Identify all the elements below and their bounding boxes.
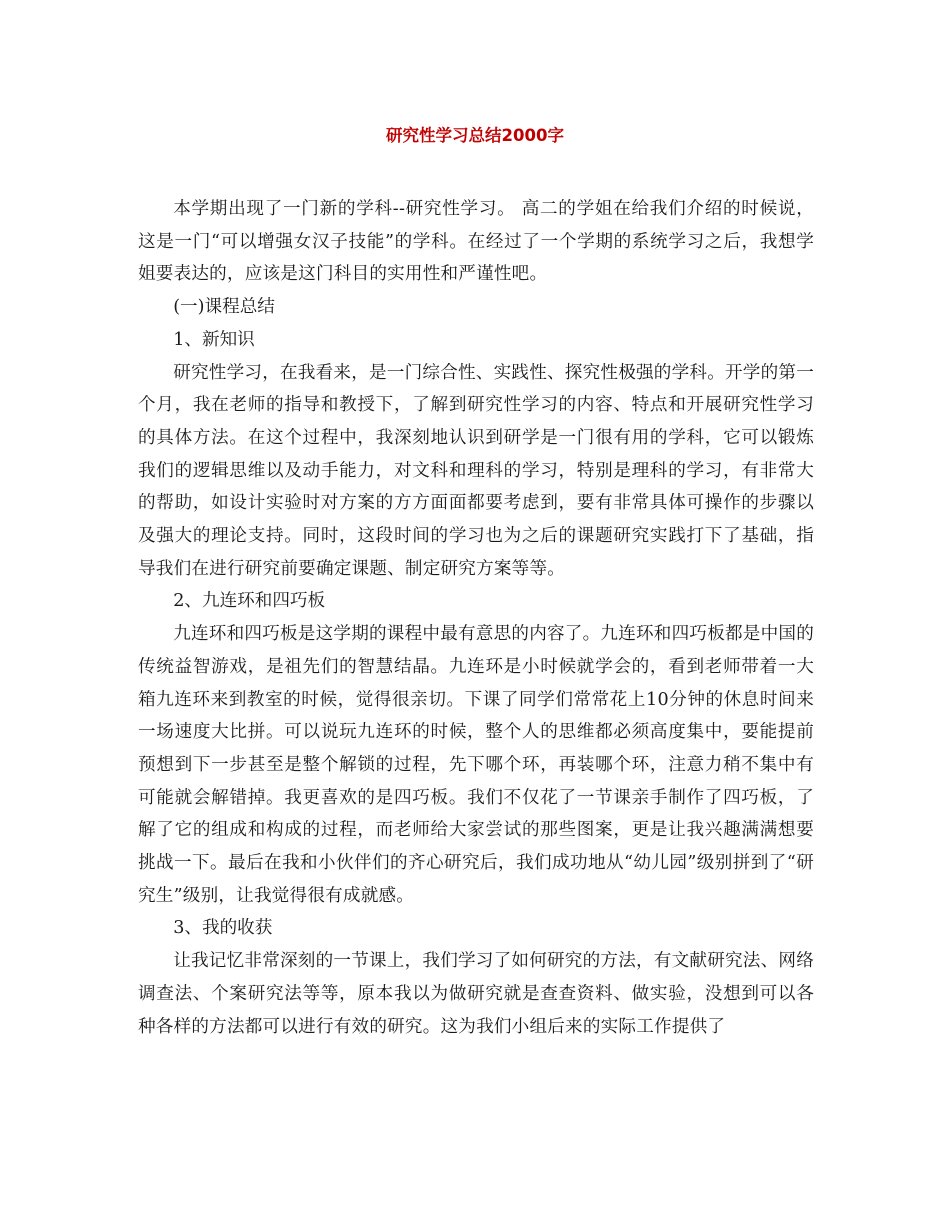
subsection-heading-gains: 3、我的收获	[173, 918, 273, 939]
subsection-heading-puzzles: 2、九连环和四巧板	[173, 591, 326, 612]
paragraph-intro: 本学期出现了一门新的学科--研究性学习。 高二的学姐在给我们介绍的时候说，这是一门“可以增强女汉子技能”的学科。在经过了一个学期的系统学习之后，我想学姐要表达的，应该是这门科目的实用性和严谨性吧。	[138, 199, 814, 285]
document-title: 研究性学习总结2000字	[386, 126, 564, 145]
section-heading-course-summary: (一)课程总结	[173, 297, 275, 318]
subsection-heading-new-knowledge: 1、新知识	[173, 329, 255, 350]
paragraph-puzzles: 九连环和四巧板是这学期的课程中最有意思的内容了。九连环和四巧板都是中国的传统益智游戏，是祖先们的智慧结晶。九连环是小时候就学会的，看到老师带着一大箱九连环来到教室的时候，觉得很亲切。下课了同学们常常花上10分钟的休息时间来一场速度大比拼。可以说玩九连环的时候，整个人的思维都必须高度集中，要能提前预想到下一步甚至是整个解锁的过程，先下哪个环，再装哪个环，注意力稍不集中有可能就会解错掉。我更喜欢的是四巧板。我们不仅花了一节课亲手制作了四巧板，了解了它的组成和构成的过程，而老师给大家尝试的那些图案，更是让我兴趣满满想要挑战一下。最后在我和小伙伴们的齐心研究后，我们成功地从“幼儿园”级别拼到了“研究生”级别，让我觉得很有成就感。	[138, 624, 814, 906]
paragraph-new-knowledge: 研究性学习，在我看来，是一门综合性、实践性、探究性极强的学科。开学的第一个月，我在老师的指导和教授下，了解到研究性学习的内容、特点和开展研究性学习的具体方法。在这个过程中，我深刻地认识到研学是一门很有用的学科，它可以锻炼我们的逻辑思维以及动手能力，对文科和理科的学习，特别是理科的学习，有非常大的帮助，如设计实验时对方案的方方面面都要考虑到，要有非常具体可操作的步骤以及强大的理论支持。同时，这段时间的学习也为之后的课题研究实践打下了基础，指导我们在进行研究前要确定课题、制定研究方案等等。	[138, 362, 814, 579]
paragraph-gains: 让我记忆非常深刻的一节课上，我们学习了如何研究的方法，有文献研究法、网络调查法、个案研究法等等，原本我以为做研究就是查查资料、做实验，没想到可以各种各样的方法都可以进行有效的研究。这为我们小组后来的实际工作提供了	[138, 951, 814, 1037]
document-body	[138, 193, 814, 1043]
